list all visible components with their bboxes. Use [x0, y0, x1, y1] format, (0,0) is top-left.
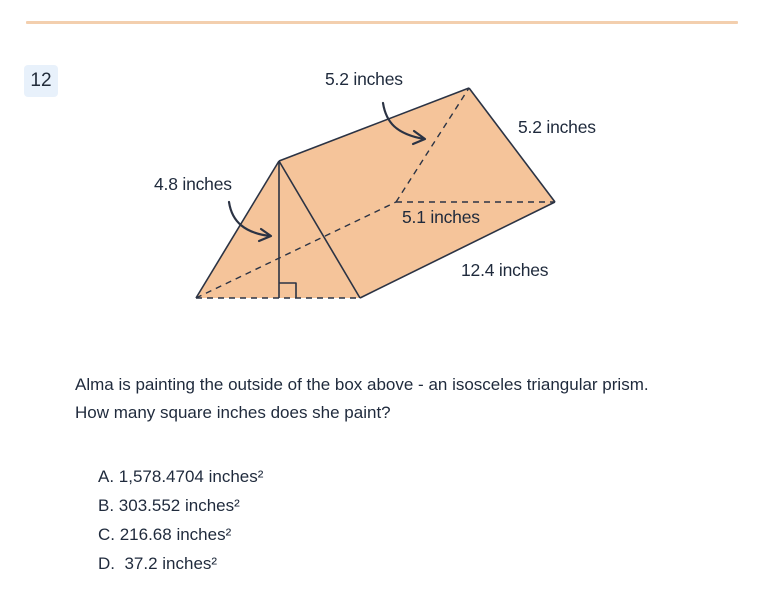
- label-base: 5.1 inches: [402, 207, 480, 227]
- question-line-2: How many square inches does she paint?: [75, 403, 391, 422]
- answer-choices: [98, 462, 263, 578]
- choice-a[interactable]: A. 1,578.4704 inches²: [98, 467, 264, 486]
- question-text: [75, 371, 745, 427]
- choice-c[interactable]: C. 216.68 inches²: [98, 525, 232, 544]
- label-height: 4.8 inches: [154, 174, 232, 194]
- label-length: 12.4 inches: [461, 260, 549, 280]
- label-slant-top: 5.2 inches: [325, 69, 403, 89]
- choice-b[interactable]: B. 303.552 inches²: [98, 496, 240, 515]
- choice-d[interactable]: D. 37.2 inches²: [98, 554, 218, 573]
- label-slant-right: 5.2 inches: [518, 117, 596, 137]
- question-number-badge: 12: [24, 65, 58, 97]
- question-line-1: Alma is painting the outside of the box above - an isosceles triangular prism.: [75, 375, 649, 394]
